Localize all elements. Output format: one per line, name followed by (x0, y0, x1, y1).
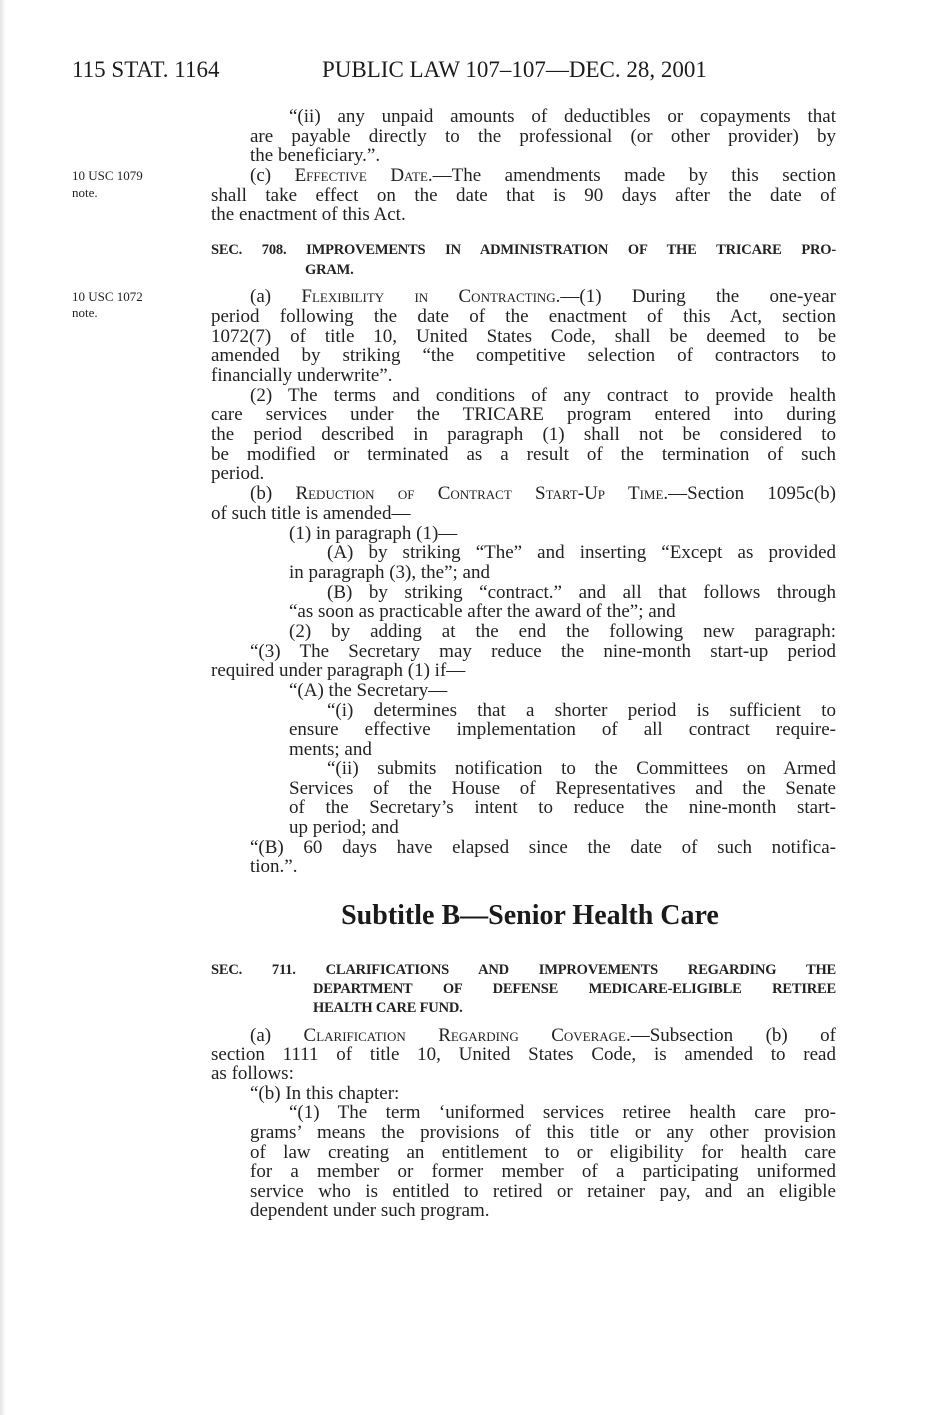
subtitle-heading: Subtitle B—Senior Health Care (341, 900, 719, 931)
text-segment: the enactment of this Act. (211, 204, 406, 225)
text-segment: (a) (250, 1025, 304, 1046)
text-segment: 1072(7) of title 10, United States Code, shall be deemed to be (211, 326, 836, 347)
text-segment: (c) (250, 165, 295, 186)
text-segment: SEC. 711. CLARIFICATIONS AND IMPROVEMENTS REGARDING THE (211, 962, 836, 978)
text-segment: (1) in paragraph (1)— (289, 523, 458, 544)
text-line (250, 483, 836, 505)
text-segment: “(3) The Secretary may reduce the nine-month start-up period (250, 641, 836, 662)
text-line (250, 286, 836, 308)
margin-note-label: note. (72, 305, 98, 320)
text-segment: “(1) The term ‘uniformed services retiree health care pro- (289, 1102, 836, 1123)
text-line (211, 365, 836, 387)
section-heading-line (305, 259, 836, 281)
text-segment: “(ii) any unpaid amounts of deductibles or copayments that (289, 106, 836, 127)
text-segment: (B) by striking “contract.” and all that follows through (327, 582, 836, 603)
running-header: PUBLIC LAW 107–107—DEC. 28, 2001 (322, 57, 707, 82)
text-line (250, 1161, 836, 1183)
text-line (211, 204, 836, 226)
text-segment: section 1111 of title 10, United States Code, is amended to read (211, 1044, 836, 1065)
text-line (289, 719, 836, 741)
text-segment: “(A) the Secretary— (289, 680, 448, 701)
page-edge-shadow (0, 0, 6, 1415)
text-line (289, 817, 836, 839)
margin-note-citation: 10 USC 1079 (72, 168, 143, 183)
section-heading-line (211, 239, 836, 261)
text-line (327, 758, 836, 780)
text-line (211, 463, 836, 485)
text-segment: “(B) 60 days have elapsed since the date of such notifica- (250, 837, 836, 858)
text-segment: (a) (250, 286, 302, 307)
subsection-caption: Flexibility in Contracting (301, 286, 556, 307)
text-line (211, 306, 836, 328)
text-line (211, 503, 836, 525)
margin-note-label: note. (72, 185, 98, 200)
text-segment: (2) by adding at the end the following new paragraph: (289, 621, 836, 642)
text-line (211, 1063, 836, 1085)
text-line (250, 1200, 836, 1222)
text-segment: (b) (250, 483, 296, 504)
text-segment: .—Section 1095c(b) (663, 483, 837, 504)
text-segment: as follows: (211, 1063, 294, 1084)
text-line (289, 1102, 836, 1124)
text-segment: up period; and (289, 817, 399, 838)
text-segment: HEALTH CARE FUND. (313, 1000, 463, 1016)
text-segment: (2) The terms and conditions of any contract to provide health (250, 385, 836, 406)
text-segment: SEC. 708. IMPROVEMENTS IN ADMINISTRATION OF THE TRICARE PRO- (211, 242, 836, 258)
text-line (250, 145, 836, 167)
text-line (250, 1122, 836, 1144)
text-segment: for a member or former member of a participating uniformed (250, 1161, 836, 1182)
margin-note-citation: 10 USC 1072 (72, 289, 143, 304)
text-segment: .—(1) During the one-year (555, 286, 836, 307)
text-segment: grams’ means the provisions of this title or any other provision (250, 1122, 836, 1143)
text-line (211, 404, 836, 426)
text-line (289, 562, 836, 584)
text-segment: the period described in paragraph (1) shall not be considered to (211, 424, 836, 445)
text-line (211, 345, 836, 367)
text-segment: “(i) determines that a shorter period is sufficient to (327, 700, 836, 721)
text-segment: in paragraph (3), the”; and (289, 562, 490, 583)
text-line (211, 424, 836, 446)
text-segment: are payable directly to the professional (or other provider) by (250, 126, 836, 147)
text-segment: of law creating an entitlement to or eligibility for health care (250, 1142, 836, 1163)
text-segment: .—The amendments made by this section (427, 165, 837, 186)
text-segment: “(ii) submits notification to the Committees on Armed (327, 758, 836, 779)
text-segment: of such title is amended— (211, 503, 411, 524)
text-segment: (A) by striking “The” and inserting “Except as provided (327, 542, 836, 563)
text-segment: tion.”. (250, 856, 298, 877)
text-segment: care services under the TRICARE program entered into during (211, 404, 836, 425)
text-line (289, 797, 836, 819)
text-segment: ensure effective implementation of all contract require- (289, 719, 836, 740)
text-segment: DEPARTMENT OF DEFENSE MEDICARE-ELIGIBLE RETIREE (313, 981, 836, 997)
stat-page-number: 115 STAT. 1164 (72, 57, 220, 82)
text-line (289, 621, 836, 643)
text-segment: ments; and (289, 739, 372, 760)
text-segment: Services of the House of Representatives and the Senate (289, 778, 836, 799)
text-segment: of the Secretary’s intent to reduce the nine-month start- (289, 797, 836, 818)
text-segment: shall take effect on the date that is 90 days after the date of (211, 185, 836, 206)
text-segment: amended by striking “the competitive selection of contractors to (211, 345, 836, 366)
text-segment: required under paragraph (1) if— (211, 660, 466, 681)
text-line (250, 856, 836, 878)
text-line (250, 165, 836, 187)
text-line (289, 601, 836, 623)
text-segment: period. (211, 463, 265, 484)
text-segment: financially underwrite”. (211, 365, 393, 386)
section-heading-line (313, 997, 836, 1019)
text-segment: .—Subsection (b) of (625, 1025, 836, 1046)
text-segment: be modified or terminated as a result of the termination of such (211, 444, 836, 465)
text-line (211, 660, 836, 682)
subsection-caption: Reduction of Contract Start-Up Time (295, 483, 664, 504)
subsection-caption: Effective Date (294, 165, 428, 186)
text-segment: GRAM. (305, 262, 354, 278)
text-line (289, 106, 836, 128)
text-line (289, 680, 836, 702)
text-line (327, 542, 836, 564)
subsection-caption: Clarification Regarding Coverage (303, 1025, 626, 1046)
text-segment: “as soon as practicable after the award of the”; and (289, 601, 676, 622)
text-segment: dependent under such program. (250, 1200, 490, 1221)
text-segment: the beneficiary.”. (250, 145, 381, 166)
text-segment: “(b) In this chapter: (250, 1083, 400, 1104)
text-segment: service who is entitled to retired or retainer pay, and an eligible (250, 1181, 836, 1202)
text-segment: period following the date of the enactment of this Act, section (211, 306, 836, 327)
